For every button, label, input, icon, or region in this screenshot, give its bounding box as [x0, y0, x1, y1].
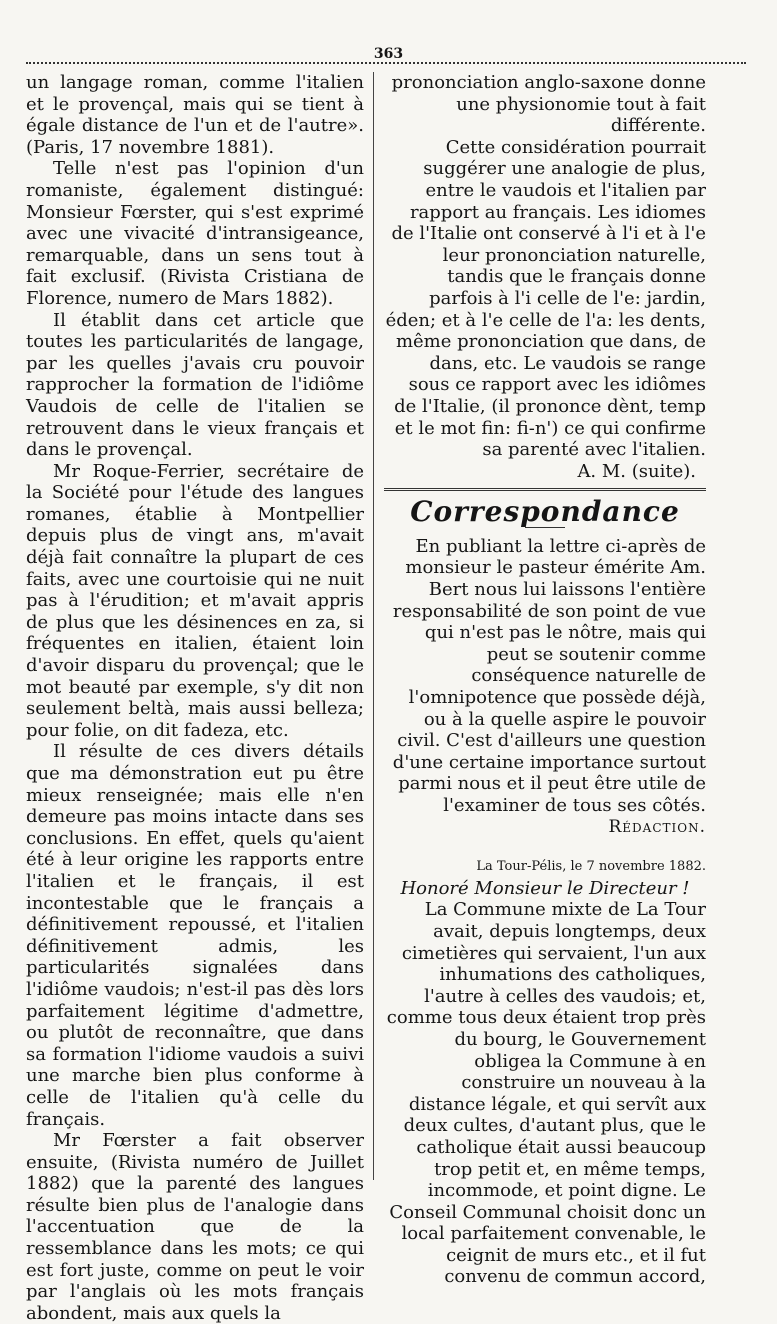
top-rule: [26, 62, 746, 64]
left-paragraph-3: Il établit dans cet article que toutes les particularités de langage, par les quelles j'avais cru pouvoir rapprocher la formation de l'idiôme Vaudois de celle de l'italien se retrouvent dans le vieux français et dans le provençal.: [26, 309, 364, 461]
section-heading: Correspondance: [410, 495, 680, 529]
page-number: 363: [373, 46, 404, 62]
letter-body: La Commune mixte de La Tour avait, depuis longtemps, deux cimetières qui servaient, l'un aux inhumations des catholiques, l'autre à celles des vaudois; et, comme tous deux étaient trop près du bourg, le Gouvernement obligea la Commune à en construire un nouveau à la distance légale, et qui servît aux deux cultes, d'autant plus, que le catholique était aussi beaucoup trop petit et, en même temps, incommode, et point digne. Le Conseil Communal choisit donc un local parfaitement convenable, le ceignit de murs etc., et il fut convenu de commun accord,: [386, 899, 706, 1288]
right-paragraph-2: Cette considération pourrait suggérer une analogie de plus, entre le vaudois et l'italien par rapport au français. Les idiomes de l'Italie ont conservé à l'i et à l'e leur prononciation naturelle, tandis que le français donne parfois à l'i celle de l'e: jardin, éden; et à l'e celle de l'a: les dents, même prononciation que dans, de dans, etc. Le vaudois se range sous ce rapport avec les idiômes de l'Italie, (il prononce dènt, temp et le mot fin: fi-n') ce qui confirme sa parenté avec l'italien.: [385, 136, 706, 461]
right-column: [384, 72, 706, 1288]
right-paragraph-1: prononciation anglo-saxone donne une physionomie tout à fait différente.: [391, 72, 706, 137]
left-paragraph-5: Il résulte de ces divers détails que ma démonstration eut pu être mieux renseignée; mais elle n'en demeure pas moins intacte dans ses conclusions. En effet, quels qu'aient été à leur origine les rapports entre l'italien et le français, il est incontestable que le français a définitivement repoussé, et l'italien définitivement admis, les particularités signalées dans l'idiôme vaudois; n'est-il pas dès lors parfaitement légitime d'admettre, ou plutôt de reconnaître, que dans sa formation l'idiome vaudois a suivi une marche bien plus conforme à celle de l'italien qu'à celle du français.: [26, 741, 364, 1130]
redaction-label: Rédaction.: [608, 816, 706, 837]
left-column: [26, 72, 364, 1324]
left-paragraph-1: un langage roman, comme l'italien et le provençal, mais qui se tient à égale distance de l'un et de l'autre». (Paris, 17 novembre 1881).: [26, 72, 364, 158]
left-paragraph-4: Mr Roque-Ferrier, secrétaire de la Société pour l'étude des langues romanes, établie à Montpellier depuis plus de vingt ans, m'avait déjà fait connaître la plupart de ces faits, avec une courtoisie qui ne nuit pas à l'érudition; et m'avait appris de plus que les désinences en za, si fréquentes en italien, étaient loin d'avoir disparu du provençal; que le mot beauté par exemple, s'y dit non seulement beltà, mais aussi belleza; pour folie, on dit fadeza, etc.: [26, 460, 364, 741]
column-divider: [373, 72, 374, 1180]
section-rule: [384, 488, 706, 491]
left-paragraph-6: Mr Fœrster a fait observer ensuite, (Rivista numéro de Juillet 1882) que la parenté des langues résulte bien plus de l'analogie dans l'accentuation que de la ressemblance dans les mots; ce qui est fort juste, comme on peut le voir par l'anglais où les mots français abondent, mais aux quels la: [26, 1130, 364, 1324]
letter-salutation: Honoré Monsieur le Directeur !: [400, 877, 690, 899]
letter-dateline: La Tour-Pélis, le 7 novembre 1882.: [476, 859, 706, 875]
left-paragraph-2: Telle n'est pas l'opinion d'un romaniste, également distingué: Monsieur Fœrster, qui s'est exprimé avec une vivacité d'intransigeance, remarquable, dans un sens tout à fait exclusif. (Rivista Cristiana de Florence, numero de Mars 1882).: [26, 158, 364, 309]
editorial-note: En publiant la lettre ci-après de monsieur le pasteur émérite Am. Bert nous lui laissons l'entière responsabilité de son point de vue qui n'est pas le nôtre, mais qui peut se soutenir comme conséquence naturelle de l'omnipotence que possède déjà, ou à la quelle aspire le pouvoir civil. C'est d'ailleurs une question d'une certaine importance surtout parmi nous et il peut être utile de l'examiner de tous ses côtés.: [392, 535, 706, 816]
signature: A. M. (suite).: [577, 460, 696, 482]
